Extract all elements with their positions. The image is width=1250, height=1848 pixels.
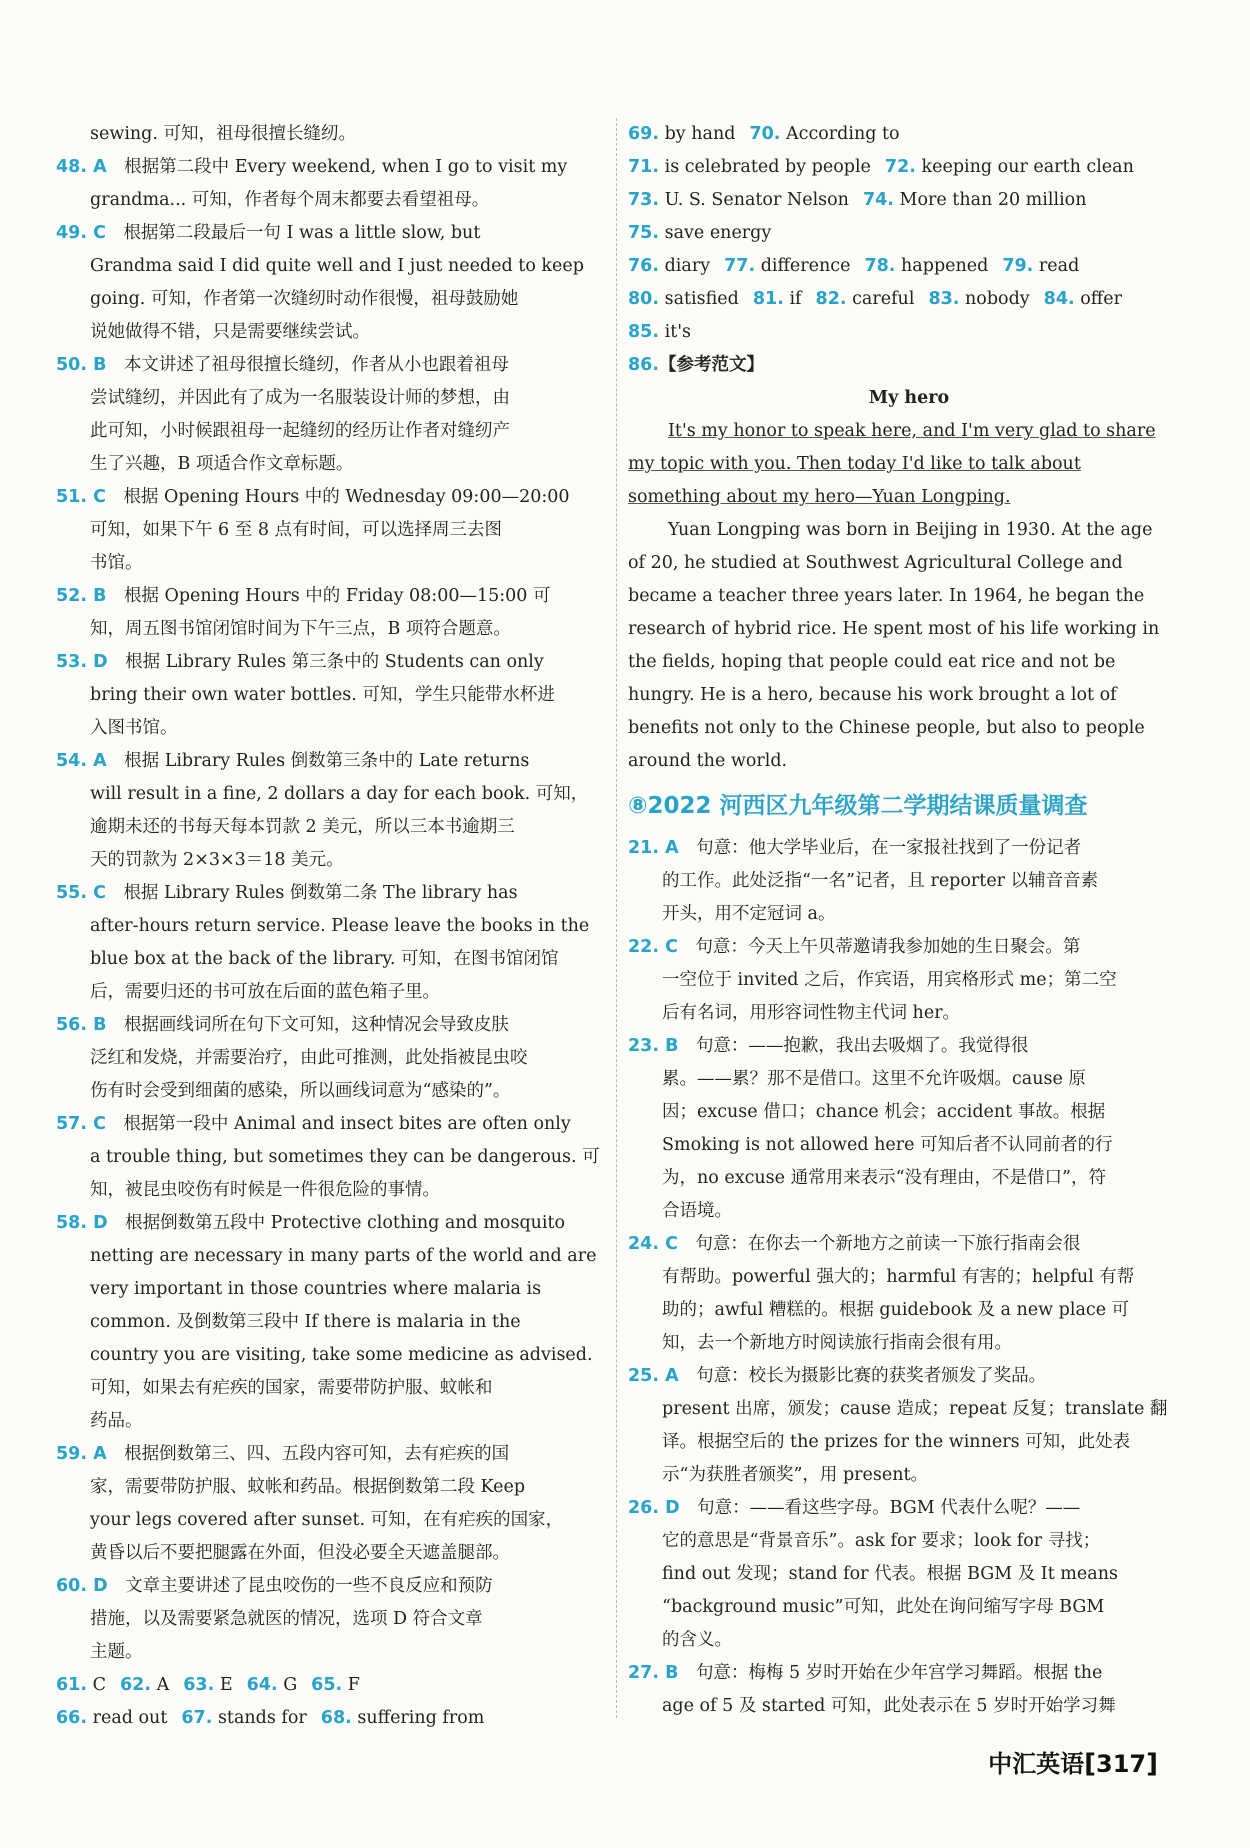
answer-text: country you are visiting, take some medicine as advised. [90,1345,593,1365]
answer-text: Smoking is not allowed here 可知后者不认同前者的行 [662,1135,1113,1155]
answer-continuation [56,613,608,646]
essay-body-line: benefits not only to the Chinese people, but also to people [628,718,1145,738]
answer-text: 根据 Library Rules 第三条中的 Students can only [125,652,544,672]
answer-text: 措施，以及需要紧急就医的情况，选项 D 符合文章 [90,1609,483,1629]
short-answer: diary [664,256,711,276]
question-number: 21. A [628,838,679,858]
short-answer-row [628,316,1190,349]
answer-continuation [628,865,1190,898]
answer-text: 入图书馆。 [90,718,178,738]
question-number: 22. C [628,937,678,957]
short-answer-row [56,1669,608,1702]
answer-text: 的含义。 [662,1630,732,1650]
answer-continuation [628,1426,1190,1459]
answer-continuation [56,184,608,217]
answer-text: 根据第二段中 Every weekend, when I go to visit my [124,157,568,177]
short-answer: read [1038,256,1080,276]
answer-line [628,1360,1190,1393]
answer-text: present 出席，颁发；cause 造成；repeat 反复；translate 翻 [662,1399,1168,1419]
question-number: 75. [628,223,660,243]
answer-continuation [56,1636,608,1669]
answer-text: grandma... 可知，作者每个周末都要去看望祖母。 [90,190,490,210]
short-answer: happened [901,256,989,276]
answer-text: 合语境。 [662,1201,732,1221]
short-answer: suffering from [357,1708,485,1728]
question-number: 55. C [56,883,106,903]
question-number: 25. A [628,1366,679,1386]
section-title: ⑧2022 河西区九年级第二学期结课质量调查 [628,793,1088,819]
short-answer: if [789,289,802,309]
answer-line [56,1570,608,1603]
question-number: 79. [1002,256,1034,276]
answer-continuation [56,283,608,316]
answer-continuation [628,1261,1190,1294]
short-answer-row [628,118,1190,151]
answer-continuation [56,1603,608,1636]
question-number: 62. [119,1675,151,1695]
answer-text: 句意：他大学毕业后，在一家报社找到了一份记者 [696,838,1082,858]
answer-text: 书馆。 [90,553,143,573]
answer-continuation [56,1273,608,1306]
answer-text: 示“为获胜者颁奖”，用 present。 [662,1465,929,1485]
page-number: 317 [1096,1750,1147,1778]
answer-text: 根据第一段中 Animal and insect bites are often only [123,1114,571,1134]
essay-header [628,349,1190,382]
answer-line [56,745,608,778]
answer-line [628,832,1190,865]
essay-body-line: of 20, he studied at Southwest Agricultural College and [628,553,1123,573]
answer-continuation [56,382,608,415]
answer-text: 为，no excuse 通常用来表示“没有理由，不是借口”，符 [662,1168,1106,1188]
answer-continuation [56,1405,608,1438]
answer-continuation [628,1327,1190,1360]
question-number: 76. [628,256,660,276]
short-answer-row [628,217,1190,250]
question-number: 60. D [56,1576,108,1596]
answer-text: 根据 Library Rules 倒数第三条中的 Late returns [124,751,530,771]
short-answer: According to [786,124,900,144]
question-number: 85. [628,322,660,342]
short-answer: read out [92,1708,168,1728]
answer-continuation [56,943,608,976]
short-answer: offer [1080,289,1122,309]
question-number: 59. A [56,1444,107,1464]
answer-text: 后有名词，用形容词性物主代词 her。 [662,1003,961,1023]
answer-continuation [56,844,608,877]
answer-line [56,580,608,613]
answer-line [56,481,608,514]
essay-intro-line: It's my honor to speak here, and I'm very glad to share [668,421,1156,441]
answer-text: very important in those countries where malaria is [90,1279,542,1299]
answer-text: 根据倒数第三、四、五段内容可知，去有疟疾的国 [124,1444,510,1464]
answer-text: bring their own water bottles. 可知，学生只能带水杯进 [90,685,555,705]
answer-continuation [56,415,608,448]
essay-body-line: around the world. [628,751,788,771]
answer-continuation [56,1537,608,1570]
question-number: 24. C [628,1234,678,1254]
short-answer: A [156,1675,170,1695]
short-answer-row [56,1702,608,1735]
answer-continuation [628,1558,1190,1591]
short-answer: satisfied [664,289,739,309]
short-answer: More than 20 million [899,190,1087,210]
answer-text: 黄昏以后不要把腿露在外面，但没必要全天遮盖腿部。 [90,1543,510,1563]
answer-text: 开头，用不定冠词 a。 [662,904,836,924]
answer-text: 主题。 [90,1642,143,1662]
question-number: 68. [320,1708,352,1728]
question-number: 63. [183,1675,215,1695]
answer-continuation [628,1690,1190,1723]
question-number: 58. D [56,1213,108,1233]
question-number: 73. [628,190,660,210]
answer-text: 一空位于 invited 之后，作宾语，用宾格形式 me；第二空 [662,970,1117,990]
answer-text: 因；excuse 借口；chance 机会；accident 事故。根据 [662,1102,1106,1122]
question-number: 67. [181,1708,213,1728]
answer-text: 说她做得不错，只是需要继续尝试。 [90,322,370,342]
answer-text: 累。——累？那不是借口。这里不允许吸烟。cause 原 [662,1069,1086,1089]
answer-continuation [628,1624,1190,1657]
answer-line [56,877,608,910]
essay-body-line: Yuan Longping was born in Beijing in 1930. At the age [668,520,1153,540]
question-number: 61. [56,1675,88,1695]
answer-line [56,217,608,250]
essay-body-line: research of hybrid rice. He spent most of his life working in [628,619,1160,639]
question-number: 53. D [56,652,108,672]
question-number: 52. B [56,586,107,606]
answer-continuation [56,448,608,481]
answer-line [628,931,1190,964]
answer-continuation [56,811,608,844]
answer-text: 尝试缝纫，并因此有了成为一名服装设计师的梦想，由 [90,388,510,408]
answer-text: Grandma said I did quite well and I just needed to keep [90,256,584,276]
answer-continuation [628,1162,1190,1195]
question-number: 74. [862,190,894,210]
answer-text: 伤有时会受到细菌的感染，所以画线词意为“感染的”。 [90,1081,511,1101]
answer-line [56,1438,608,1471]
answer-continuation [56,1141,608,1174]
question-number: 50. B [56,355,107,375]
answer-text: will result in a fine, 2 dollars a day for each book. 可知， [90,784,589,804]
answer-continuation [56,712,608,745]
answer-text: a trouble thing, but sometimes they can be dangerous. 可 [90,1147,600,1167]
answer-continuation [56,1339,608,1372]
short-answer: it's [664,322,692,342]
answer-line [56,349,608,382]
essay-body-line: the fields, hoping that people could eat rice and not be [628,652,1116,672]
answer-text: 药品。 [90,1411,143,1431]
question-number: 27. B [628,1663,679,1683]
answer-text: “background music”可知，此处在询问缩写字母 BGM [662,1597,1105,1617]
answer-text: 根据 Opening Hours 中的 Friday 08:00—15:00 可 [123,586,551,606]
answer-text: 根据 Library Rules 倒数第二条 The library has [123,883,518,903]
answer-line [628,1492,1190,1525]
answer-text: 后，需要归还的书可放在后面的蓝色箱子里。 [90,982,440,1002]
short-answer: save energy [664,223,772,243]
answer-continuation [56,316,608,349]
answer-line [56,1009,608,1042]
answer-line [628,1657,1190,1690]
answer-text: going. 可知，作者第一次缝纫时动作很慢，祖母鼓励她 [90,289,519,309]
essay-body-line: became a teacher three years later. In 1964, he began the [628,586,1145,606]
answer-text: sewing. 可知，祖母很擅长缝纫。 [90,124,357,144]
short-answer: nobody [965,289,1030,309]
question-number: 77. [724,256,756,276]
answer-text: 根据画线词所在句下文可知，这种情况会导致皮肤 [123,1015,509,1035]
answer-line [628,1030,1190,1063]
question-number: 72. [884,157,916,177]
answer-text: 根据第二段最后一句 I was a little slow, but [123,223,481,243]
answer-text: 根据 Opening Hours 中的 Wednesday 09:00—20:00 [123,487,570,507]
essay-label: 【参考范文】 [659,355,765,375]
answer-continuation [56,976,608,1009]
question-number: 78. [864,256,896,276]
answer-continuation [628,964,1190,997]
question-number: 71. [628,157,660,177]
answer-line [56,646,608,679]
answer-continuation [56,1471,608,1504]
answer-text: 句意：今天上午贝蒂邀请我参加她的生日聚会。第 [695,937,1081,957]
question-number: 70. [749,124,781,144]
answer-text: after-hours return service. Please leave the books in the [90,916,590,936]
question-number: 81. [752,289,784,309]
answer-line [628,1228,1190,1261]
question-number: 86. [628,355,660,375]
short-answer: G [283,1675,298,1695]
question-number: 69. [628,124,660,144]
question-number: 23. B [628,1036,679,1056]
essay-title: My hero [868,388,950,408]
answer-text: age of 5 及 started 可知，此处表示在 5 岁时开始学习舞 [662,1696,1116,1716]
answer-text: 天的罚款为 2×3×3＝18 美元。 [90,850,344,870]
question-number: 48. A [56,157,107,177]
question-number: 51. C [56,487,106,507]
question-number: 83. [928,289,960,309]
short-answer: careful [852,289,915,309]
answer-text: 句意：——抱歉，我出去吸烟了。我觉得很 [695,1036,1029,1056]
answer-continuation [56,1306,608,1339]
page-footer: 中汇英语[317] [988,1749,1158,1779]
question-number: 26. D [628,1498,680,1518]
question-number: 65. [311,1675,343,1695]
answer-text: 可知，如果下午 6 至 8 点有时间，可以选择周三去图 [90,520,503,540]
question-number: 84. [1043,289,1075,309]
answer-continuation [56,1075,608,1108]
answer-continuation [628,1525,1190,1558]
answer-line [56,1108,608,1141]
answer-text: 根据倒数第五段中 Protective clothing and mosquito [125,1213,566,1233]
short-answer-row [628,151,1190,184]
answer-text: common. 及倒数第三段中 If there is malaria in the [90,1312,521,1332]
answer-text: 知，被昆虫咬伤有时候是一件很危险的事情。 [90,1180,440,1200]
answer-continuation [56,679,608,712]
question-number: 66. [56,1708,88,1728]
answer-continuation [56,1174,608,1207]
question-number: 56. B [56,1015,107,1035]
answer-text: 文章主要讲述了昆虫咬伤的一些不良反应和预防 [125,1576,493,1596]
answer-text: 知，周五图书馆闭馆时间为下午三点，B 项符合题意。 [90,619,511,639]
answer-line [56,1207,608,1240]
left-column [56,118,608,1735]
footer-brand: 中汇英语 [988,1750,1085,1778]
answer-text: 译。根据空后的 the prizes for the winners 可知，此处表 [662,1432,1131,1452]
answer-text: 生了兴趣，B 项适合作文章标题。 [90,454,354,474]
question-number: 80. [628,289,660,309]
right-column [628,118,1190,1723]
answer-continuation [628,1129,1190,1162]
answer-text: 此可知，小时候跟祖母一起缝纫的经历让作者对缝纫产 [90,421,510,441]
short-answer: U. S. Senator Nelson [664,190,849,210]
short-answer: is celebrated by people [664,157,871,177]
answer-text: 句意：梅梅 5 岁时开始在少年宫学习舞蹈。根据 the [695,1663,1103,1683]
answer-text: 句意：校长为摄影比赛的获奖者颁发了奖品。 [696,1366,1047,1386]
question-number: 82. [815,289,847,309]
short-answer-row [628,184,1190,217]
answer-continuation [56,778,608,811]
answer-continuation [628,1195,1190,1228]
answer-continuation [56,1372,608,1405]
answer-text: 本文讲述了祖母很擅长缝纫，作者从小也跟着祖母 [123,355,509,375]
question-number: 49. C [56,223,106,243]
essay-body-line: hungry. He is a hero, because his work brought a lot of [628,685,1117,705]
answer-text: 家，需要带防护服、蚊帐和药品。根据倒数第二段 Keep [90,1477,526,1497]
answer-text: 有帮助。powerful 强大的；harmful 有害的；helpful 有帮 [662,1267,1135,1287]
answer-text: your legs covered after sunset. 可知，在有疟疾的国家， [90,1510,564,1530]
short-answer: difference [760,256,851,276]
question-number: 57. C [56,1114,106,1134]
essay-intro-line: something about my hero—Yuan Longping. [628,487,1011,507]
answer-text: find out 发现；stand for 代表。根据 BGM 及 It means [662,1564,1118,1584]
answer-text: 知，去一个新地方时阅读旅行指南会很有用。 [662,1333,1012,1353]
answer-text: 句意：在你去一个新地方之前读一下旅行指南会很 [695,1234,1081,1254]
column-divider [616,118,617,1718]
answer-text: 逾期未还的书每天每本罚款 2 美元，所以三本书逾期三 [90,817,515,837]
answer-continuation [628,1294,1190,1327]
answer-continuation [628,997,1190,1030]
short-answer: C [92,1675,106,1695]
answer-text: 的工作。此处泛指“一名”记者，且 reporter 以辅音音素 [662,871,1099,891]
answer-text: 它的意思是“背景音乐”。ask for 要求；look for 寻找； [662,1531,1101,1551]
answer-continuation [56,1504,608,1537]
answer-continuation [56,547,608,580]
answer-continuation [56,910,608,943]
answer-continuation [628,898,1190,931]
answer-continuation [56,250,608,283]
question-number: 54. A [56,751,107,771]
short-answer-row [628,250,1190,283]
answer-line [56,151,608,184]
short-answer-row [628,283,1190,316]
answer-text: netting are necessary in many parts of the world and are [90,1246,597,1266]
short-answer: keeping our earth clean [921,157,1134,177]
answer-continuation [628,1096,1190,1129]
answer-text: 助的；awful 糟糕的。根据 guidebook 及 a new place 可 [662,1300,1130,1320]
answer-continuation [56,1042,608,1075]
answer-continuation [628,1459,1190,1492]
answer-continuation [628,1591,1190,1624]
answer-text: blue box at the back of the library. 可知，在图书馆闭馆 [90,949,559,969]
essay-intro-line: my topic with you. Then today I'd like to talk about [628,454,1081,474]
short-answer: E [219,1675,233,1695]
answer-continuation [56,514,608,547]
answer-continuation [56,1240,608,1273]
short-answer: F [347,1675,360,1695]
short-answer: stands for [217,1708,307,1728]
answer-continuation [628,1393,1190,1426]
answer-text: 可知，如果去有疟疾的国家，需要带防护服、蚊帐和 [90,1378,493,1398]
answer-text: 句意：——看这些字母。BGM 代表什么呢？—— [697,1498,1081,1518]
answer-continuation [56,118,608,151]
short-answer: by hand [664,124,736,144]
question-number: 64. [246,1675,278,1695]
answer-text: 泛红和发烧，并需要治疗，由此可推测，此处指被昆虫咬 [90,1048,528,1068]
answer-continuation [628,1063,1190,1096]
